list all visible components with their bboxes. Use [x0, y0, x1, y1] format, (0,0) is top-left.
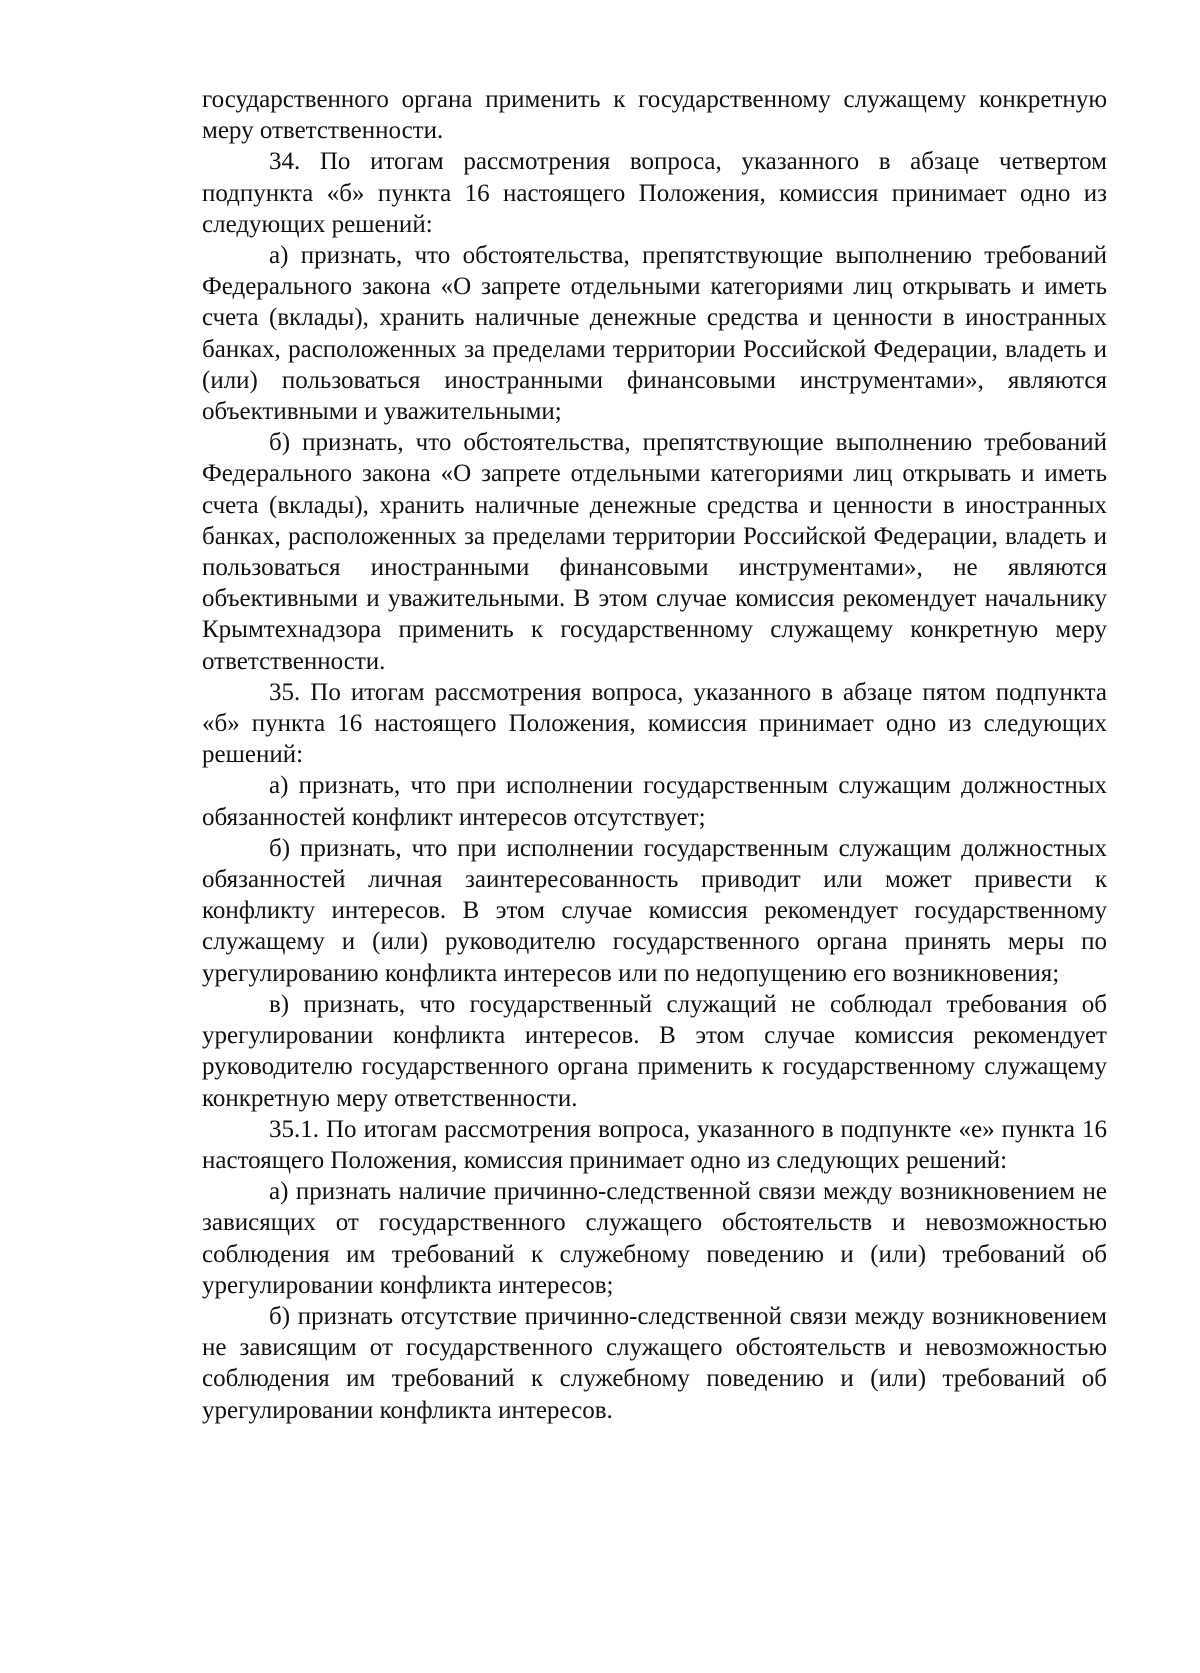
paragraph-35-b: б) признать, что при исполнении государственным служащим должностных обязанностей личная заинтересованность приводит или может привести к конфликту интересов. В этом случае комиссия рекомендует государственному служащему и (или) руководителю государственного органа принять меры по урегулированию конфликта интересов или по недопущению его возникновения; — [202, 834, 1107, 987]
paragraph-34-b: б) признать, что обстоятельства, препятствующие выполнению требований Федерального закона «О запрете отдельными категориями лиц открывать и иметь счета (вклады), хранить наличные денежные средства и ценности в иностранных банках, расположенных за пределами территории Российской Федерации, владеть и пользоваться иностранными финансовыми инструментами», не являются объективными и уважительными. В этом случае комиссия рекомендует начальнику Крымтехнадзора применить к государственному служащему конкретную меру ответственности. — [202, 429, 1107, 675]
paragraph-continuation: государственного органа применить к государственному служащему конкретную меру ответственности. — [202, 86, 1107, 145]
paragraph-35-1-a: а) признать наличие причинно-следственной связи между возникновением не зависящих от государственного служащего обстоятельств и невозможностью соблюдения им требований к служебному поведению и (или) требований об урегулировании конфликта интересов; — [202, 1178, 1107, 1299]
document-body — [202, 84, 1107, 1426]
paragraph-35: 35. По итогам рассмотрения вопроса, указанного в абзаце пятом подпункта «б» пункта 16 настоящего Положения, комиссия принимает одно из следующих решений: — [202, 678, 1107, 769]
paragraph-35-1: 35.1. По итогам рассмотрения вопроса, указанного в подпункте «е» пункта 16 настоящего Положения, комиссия принимает одно из следующих решений: — [202, 1115, 1107, 1174]
paragraph-35-v: в) признать, что государственный служащий не соблюдал требования об урегулировании конфликта интересов. В этом случае комиссия рекомендует руководителю государственного органа применить к государственному служащему конкретную меру ответственности. — [202, 990, 1107, 1112]
paragraph-35-1-b: б) признать отсутствие причинно-следственной связи между возникновением не зависящим от государственного служащего обстоятельств и невозможностью соблюдения им требований к служебному поведению и (или) требований об урегулировании конфликта интересов. — [202, 1302, 1107, 1424]
paragraph-34-a: а) признать, что обстоятельства, препятствующие выполнению требований Федерального закона «О запрете отдельными категориями лиц открывать и иметь счета (вклады), хранить наличные денежные средства и ценности в иностранных банках, расположенных за пределами территории Российской Федерации, владеть и (или) пользоваться иностранными финансовыми инструментами», являются объективными и уважительными; — [202, 242, 1107, 426]
paragraph-34: 34. По итогам рассмотрения вопроса, указанного в абзаце четвертом подпункта «б» пункта 16 настоящего Положения, комиссия принимает одно из следующих решений: — [202, 148, 1107, 238]
paragraph-35-a: а) признать, что при исполнении государственным служащим должностных обязанностей конфликт интересов отсутствует; — [202, 772, 1107, 831]
